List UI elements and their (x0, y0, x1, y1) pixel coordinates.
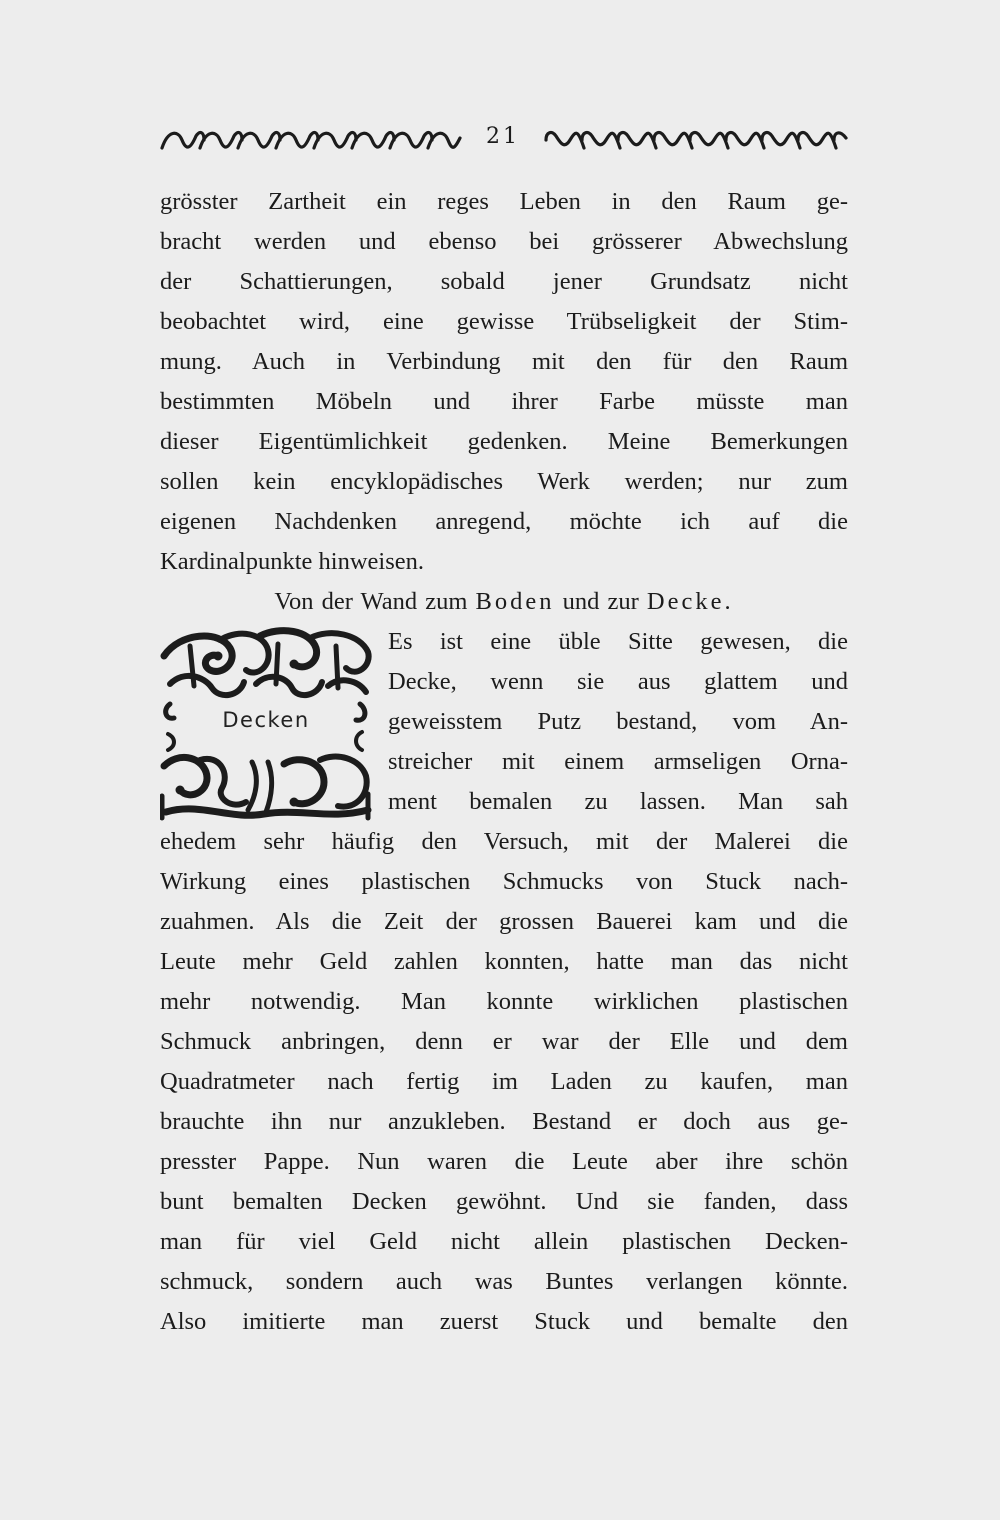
scroll-wave-ornament-icon (544, 128, 848, 152)
text-line: Es ist eine üble Sitte gewesen, die (388, 628, 848, 655)
text-line: bracht werden und ebenso bei grösserer Abwechslung (160, 228, 848, 255)
text-line: Leute mehr Geld zahlen konnten, hatte man das nicht (160, 948, 848, 975)
text-line: Wirkung eines plastischen Schmucks von Stuck nach- (160, 868, 848, 895)
scroll-wave-ornament-icon (160, 128, 462, 152)
initial-label: Decken (222, 708, 310, 732)
text-line: Kardinalpunkte hinweisen. (160, 548, 424, 575)
text-line: grösster Zartheit ein reges Leben in den Raum ge- (160, 188, 848, 215)
text-line: dieser Eigentümlichkeit gedenken. Meine Bemerkungen (160, 428, 848, 455)
paragraph-1 (160, 182, 848, 582)
text-line: Decke, wenn sie aus glattem und (388, 668, 848, 695)
paragraph-2 (160, 822, 848, 1342)
page-number: 21 (486, 124, 520, 149)
text-line: streicher mit einem armseligen Orna- (388, 748, 848, 775)
text-line: schmuck, sondern auch was Buntes verlangen könnte. (160, 1268, 848, 1295)
heading-word-boden: Boden (475, 588, 555, 615)
text-line: ment bemalen zu lassen. Man sah (388, 788, 848, 815)
running-header (160, 122, 848, 158)
text-line: man für viel Geld nicht allein plastischen Decken- (160, 1228, 848, 1255)
text-line: zuahmen. Als die Zeit der grossen Bauerei kam und die (160, 908, 848, 935)
text-line: bunt bemalten Decken gewöhnt. Und sie fanden, dass (160, 1188, 848, 1215)
section-heading (160, 582, 848, 622)
text-line: der Schattierungen, sobald jener Grundsatz nicht (160, 268, 848, 295)
paragraph-2-beside-initial (388, 622, 848, 822)
text-line: Also imitierte man zuerst Stuck und bemalte den (160, 1308, 848, 1335)
text-line: ehedem sehr häufig den Versuch, mit der Malerei die (160, 828, 848, 855)
text-line: geweisstem Putz bestand, vom An- (388, 708, 848, 735)
heading-word-decke: Decke. (646, 588, 734, 615)
text-line: presster Pappe. Nun waren die Leute aber ihre schön (160, 1148, 848, 1175)
decorative-initial-box (160, 626, 372, 822)
text-line: sollen kein encyklopädisches Werk werden; nur zum (160, 468, 848, 495)
text-line: Quadratmeter nach fertig im Laden zu kaufen, man (160, 1068, 848, 1095)
heading-prefix: Von der Wand zum (274, 588, 468, 615)
text-line: brauchte ihn nur anzukleben. Bestand er doch aus ge- (160, 1108, 848, 1135)
text-line: bestimmten Möbeln und ihrer Farbe müsste man (160, 388, 848, 415)
text-line: mung. Auch in Verbindung mit den für den Raum (160, 348, 848, 375)
text-line: beobachtet wird, eine gewisse Trübseligkeit der Stim- (160, 308, 848, 335)
text-line: Schmuck anbringen, denn er war der Elle und dem (160, 1028, 848, 1055)
heading-middle: und zur (562, 588, 639, 615)
text-line: eigenen Nachdenken anregend, möchte ich auf die (160, 508, 848, 535)
text-line: mehr notwendig. Man konnte wirklichen plastischen (160, 988, 848, 1015)
